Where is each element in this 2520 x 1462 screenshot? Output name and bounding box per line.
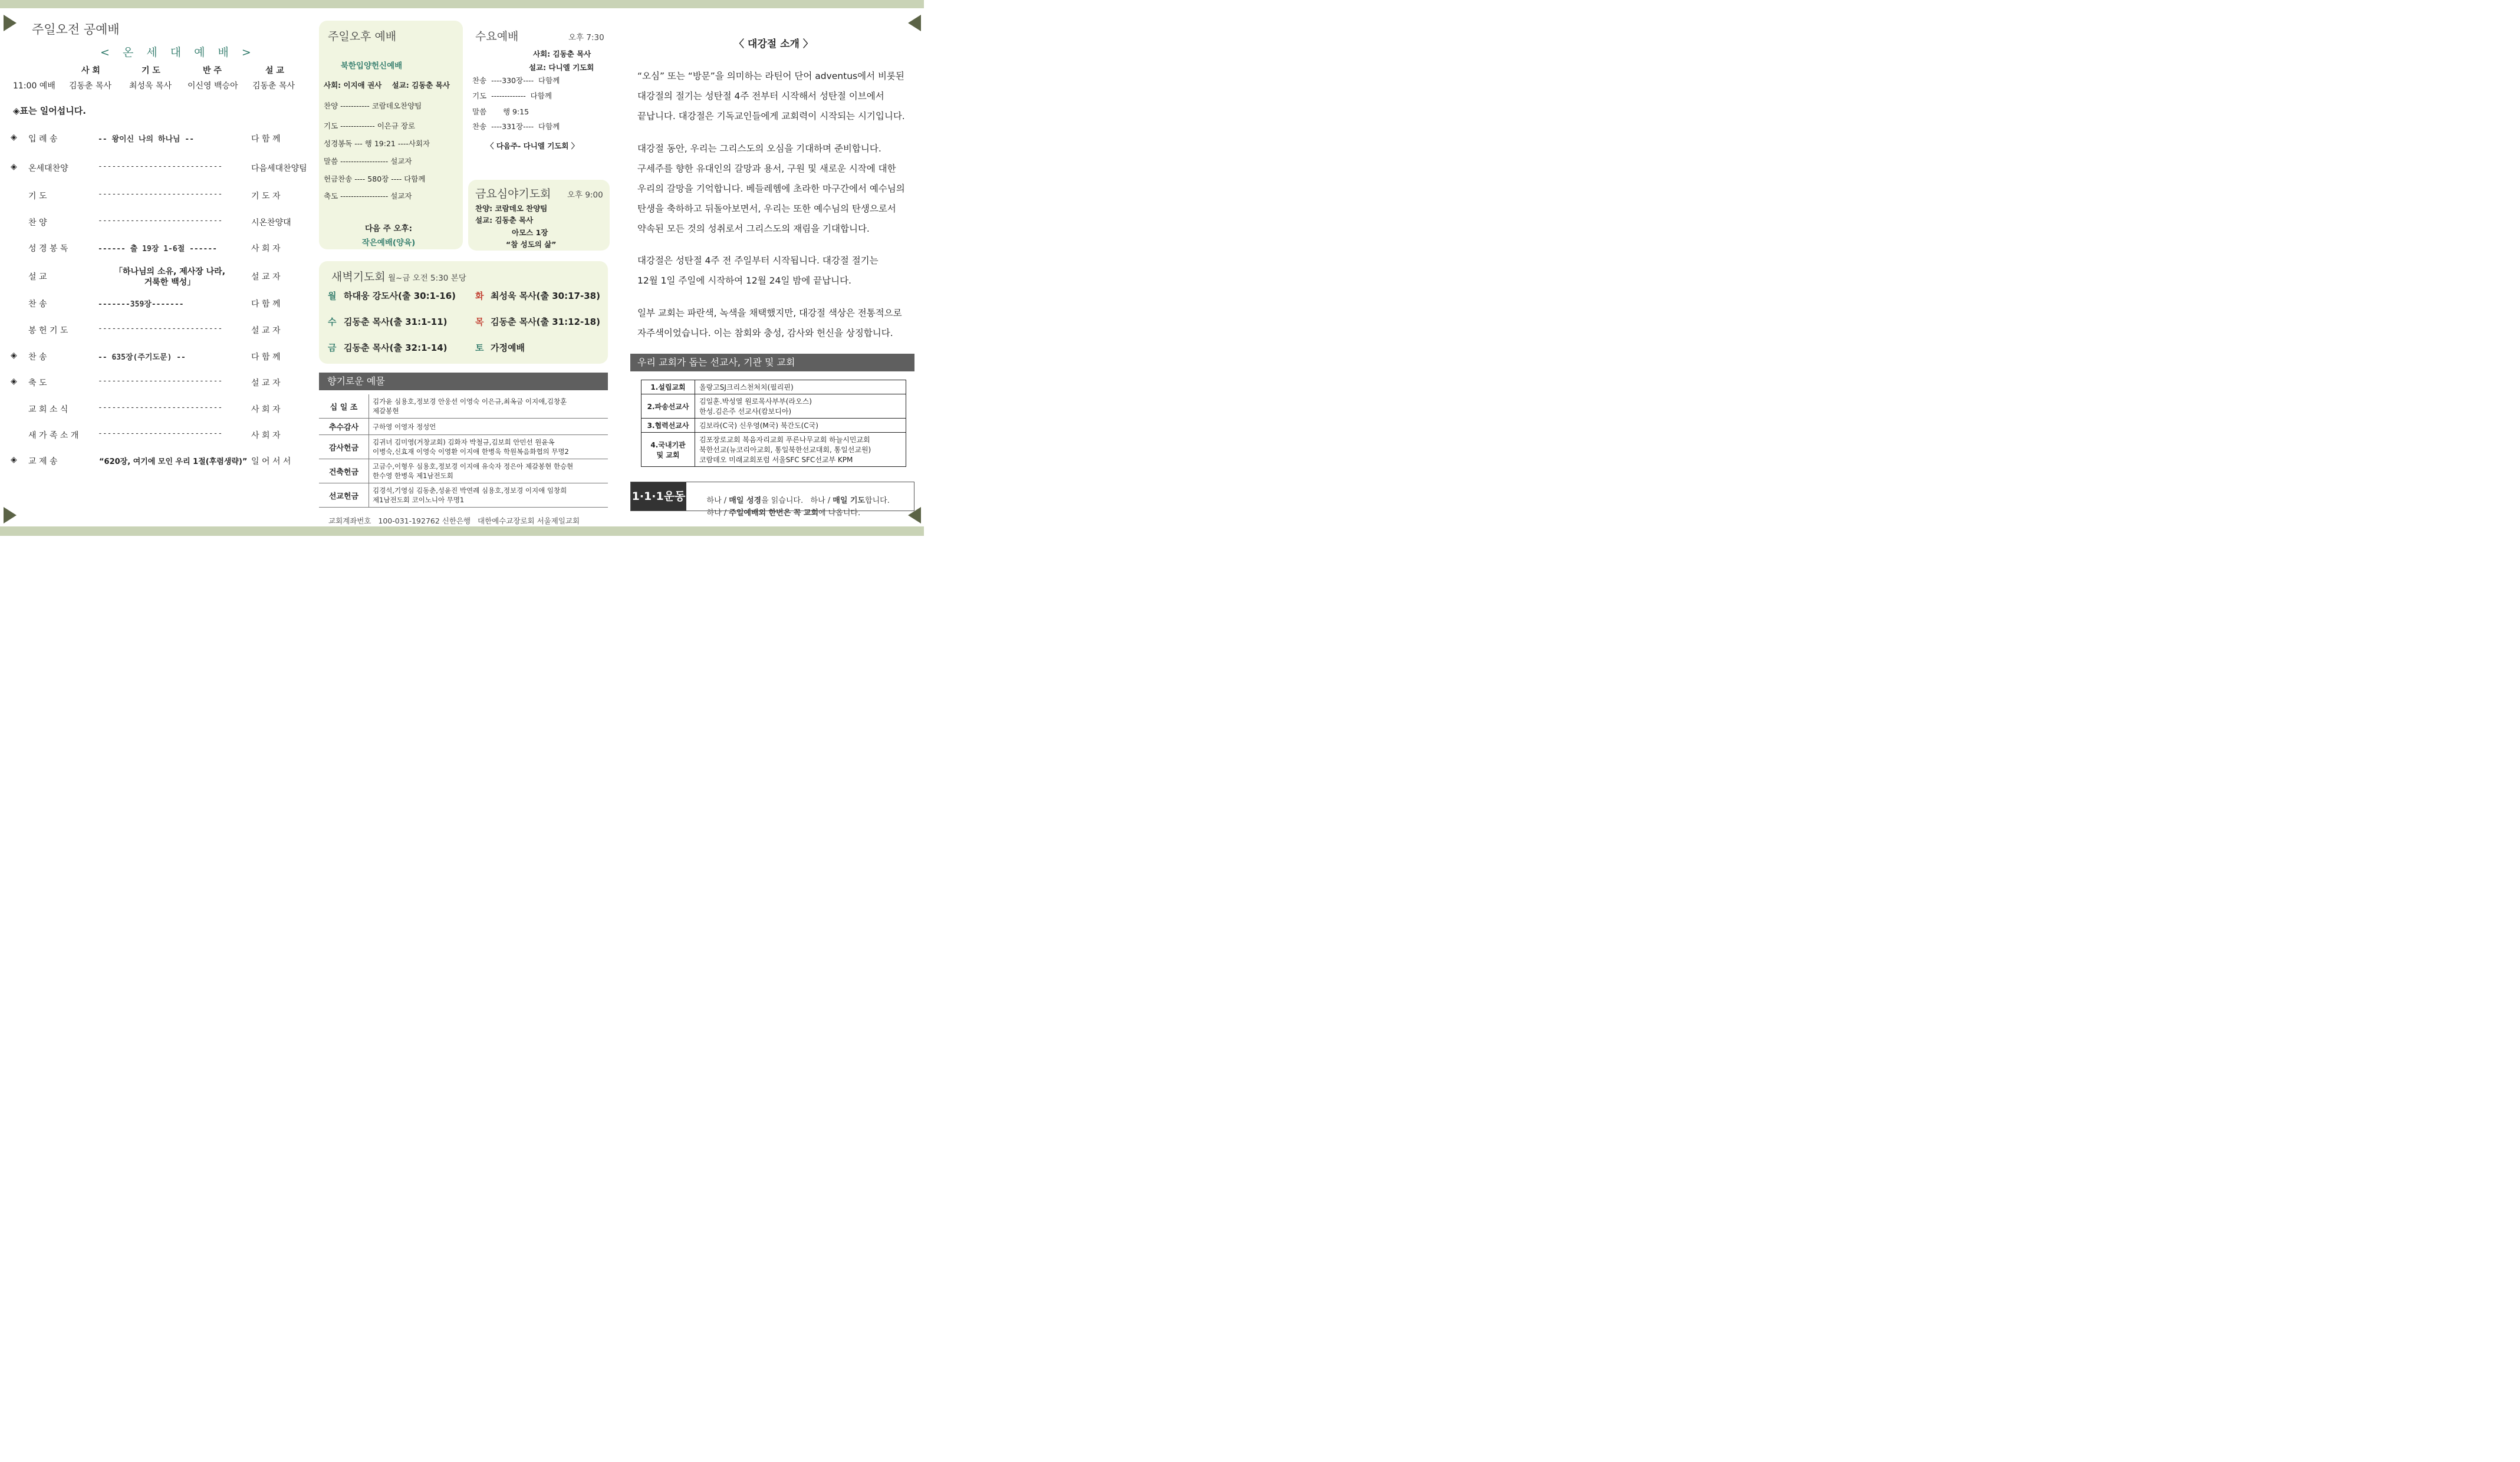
dawn-leader: 가정예배 xyxy=(491,343,525,353)
next-week-value: 작은예배(양육) xyxy=(361,238,416,248)
order-detail: “620장, 여기에 모인 우리 1절(후렴생략)” xyxy=(99,457,248,466)
order-responsible: 설 교 자 xyxy=(251,326,281,335)
order-name: 찬 송 xyxy=(28,299,47,309)
offering-names: 한수영 한병욱 제1남전도회 xyxy=(373,472,453,480)
wednesday-next: 〈 다음주- 다니엘 기도회 〉 xyxy=(486,141,579,150)
wednesday-item: 찬송 ----330장---- 다함께 xyxy=(472,76,560,85)
order-detail: --------------------------- xyxy=(98,216,223,225)
order-responsible: 다 함 께 xyxy=(251,299,281,309)
morning-title: 주일오전 공예배 xyxy=(32,22,120,37)
order-responsible: 사 회 자 xyxy=(251,244,281,253)
dawn-leader: 하대웅 강도사(출 30:1-16) xyxy=(344,291,456,301)
table-row xyxy=(641,394,906,419)
advent-line: 탄생을 축하하고 뒤돌아보면서, 우리는 또한 예수님의 탄생으로서 xyxy=(637,203,896,214)
role-header-preacher: 설 교 xyxy=(265,66,284,75)
wednesday-item: 말씀 행 9:15 xyxy=(472,107,529,116)
stand-mark: ◈ xyxy=(11,351,17,360)
dawn-title: 새벽기도회 xyxy=(331,271,386,284)
order-name: 온세대찬양 xyxy=(28,164,68,173)
afternoon-item: 기도 ------------- 이은규 장로 xyxy=(324,121,416,130)
wednesday-title: 수요예배 xyxy=(475,30,519,43)
order-item xyxy=(11,429,302,443)
stand-mark: ◈ xyxy=(11,455,17,465)
role-accompanist: 이신영 백승아 xyxy=(187,81,238,91)
table-row xyxy=(319,394,608,419)
advent-line: 구세주를 향한 유대인의 갈망과 용서, 구원 및 새로운 시작에 대한 xyxy=(637,163,896,174)
wednesday-time: 오후 7:30 xyxy=(568,33,604,42)
bottom-border-band xyxy=(0,526,924,536)
corner-triangle-icon xyxy=(4,507,17,523)
next-week-label: 다음 주 오후: xyxy=(364,224,412,233)
order-item xyxy=(11,298,302,312)
order-name: 기 도 xyxy=(28,192,47,201)
offering-names: 김경석,기영심 김동춘,성윤진 박연례 심용호,정보경 이지애 임창희 xyxy=(373,486,567,495)
dawn-day: 목 xyxy=(475,317,484,327)
role-leader: 김동춘 목사 xyxy=(69,81,112,91)
dawn-day: 월 xyxy=(328,291,337,301)
dawn-leader: 김동춘 목사(출 32:1-14) xyxy=(344,343,448,353)
advent-line: 끝납니다. 대강절은 기독교인들에게 교회력이 시작되는 시기입니다. xyxy=(637,111,905,121)
table-row xyxy=(641,380,906,394)
offerings-title: 향기로운 예물 xyxy=(319,373,608,390)
order-name: 설 교 xyxy=(28,272,47,282)
table-row xyxy=(641,419,906,433)
order-item xyxy=(11,242,302,256)
order-item xyxy=(11,351,302,365)
wednesday-preacher: 설교: 다니엘 기도회 xyxy=(529,63,594,72)
order-responsible: 설 교 자 xyxy=(251,378,281,388)
order-name: 교 제 송 xyxy=(28,457,58,466)
mission-names: 김포장로교회 복음자리교회 푸른나무교회 하늘시민교회 북한선교(뉴코리아교회, 통일북한선교대회, 통일선교원) 코람데오 미래교회포럼 서울SFC SFC선교부 KPM xyxy=(695,433,906,467)
order-detail: --------------------------- xyxy=(98,324,223,333)
advent-paragraph xyxy=(637,66,912,126)
order-detail: ------ 출 19장 1-6절 ------ xyxy=(98,245,218,253)
order-responsible: 다 함 께 xyxy=(251,134,281,144)
order-name: 찬 송 xyxy=(28,353,47,362)
order-responsible: 사 회 자 xyxy=(251,405,281,414)
friday-preacher: 설교: 김동춘 목사 xyxy=(475,216,534,225)
afternoon-item: 헌금찬송 ---- 580장 ---- 다함께 xyxy=(324,174,426,183)
dawn-time: 월~금 오전 5:30 본당 xyxy=(388,274,466,283)
role-prayer: 최성욱 목사 xyxy=(129,81,172,91)
order-detail: --------------------------- xyxy=(98,429,223,438)
order-responsible: 기 도 자 xyxy=(251,192,281,201)
mission-kind: 3.협력선교사 xyxy=(641,419,695,433)
table-row xyxy=(319,459,608,483)
top-border-band xyxy=(0,0,924,8)
advent-line: 우리의 갈망을 기억합니다. 베들레헴에 초라한 마구간에서 예수님의 xyxy=(637,183,905,194)
order-item xyxy=(11,190,302,204)
corner-triangle-icon xyxy=(908,15,921,31)
wednesday-item: 기도 ------------- 다함께 xyxy=(472,91,552,100)
dawn-leader: 김동춘 목사(출 31:1-11) xyxy=(344,317,448,327)
movement-line1: 하나 / 매일 성경을 읽습니다. 하나 / 매일 기도합니다. xyxy=(706,496,890,505)
order-item xyxy=(11,403,302,417)
afternoon-card xyxy=(319,21,463,249)
order-detail: -- 왕이신 나의 하나님 -- xyxy=(98,135,195,144)
afternoon-service-name: 북한입양헌신예배 xyxy=(340,61,403,71)
morning-subtitle: < 온 세 대 예 배 > xyxy=(100,46,256,59)
offering-kind: 감사헌금 xyxy=(319,435,369,459)
afternoon-item: 성경봉독 --- 행 19:21 ----사회자 xyxy=(324,139,430,148)
order-detail: -- 635장(주기도문) -- xyxy=(98,353,186,362)
dawn-leader: 최성욱 목사(출 30:17-38) xyxy=(491,291,600,301)
advent-line: “오심” 또는 “방문”을 의미하는 라틴어 단어 adventus에서 비롯된 xyxy=(637,71,904,81)
order-responsible: 일 어 서 서 xyxy=(251,457,291,466)
order-name: 새 가 족 소 개 xyxy=(28,431,79,440)
dawn-leader: 김동춘 목사(출 31:12-18) xyxy=(491,317,600,327)
order-name: 봉 헌 기 도 xyxy=(28,326,68,335)
wednesday-item: 찬송 ----331장---- 다함께 xyxy=(472,122,560,131)
order-name: 성 경 봉 독 xyxy=(28,244,68,253)
bank-account: 교회계좌번호 100-031-192762 신한은행 대한예수교장로회 서울제일교회 xyxy=(328,516,580,525)
advent-paragraph xyxy=(637,303,912,343)
order-responsible: 시온찬양대 xyxy=(251,218,291,228)
movement-line2: 하나 / 주일예배외 한번은 꼭 교회에 나옵니다. xyxy=(706,509,861,518)
order-name: 교 회 소 식 xyxy=(28,405,68,414)
order-responsible: 설 교 자 xyxy=(251,272,281,282)
offering-names: 이병숙,신효재 이영숙 이영환 이지애 한병욱 학원복음화협의 무명2 xyxy=(373,447,569,456)
advent-line: 12월 1일 주일에 시작하여 12월 24일 밤에 끝납니다. xyxy=(637,275,851,286)
offering-names: 구하영 이영자 정성언 xyxy=(373,422,436,431)
offering-names: 제갈봉현 xyxy=(373,407,399,415)
offering-kind: 건축헌금 xyxy=(319,459,369,483)
order-item xyxy=(11,162,307,176)
order-name: 축 도 xyxy=(28,378,47,388)
order-name: 입 례 송 xyxy=(28,134,58,144)
friday-praise: 찬양: 코람데오 찬양팀 xyxy=(475,204,548,213)
mission-names: 김일훈.박성열 원로목사부부(라오스) 한성.김은주 선교사(캄보디아) xyxy=(695,394,906,419)
friday-title: 금요심야기도회 xyxy=(475,187,551,200)
movement-label: 1·1·1운동 xyxy=(631,482,686,511)
table-row xyxy=(319,435,608,459)
order-detail: --------------------------- xyxy=(98,377,223,386)
role-header-prayer: 기 도 xyxy=(142,66,160,75)
advent-paragraph xyxy=(637,251,912,291)
offering-names: 제1남전도회 코이노니아 무명1 xyxy=(373,496,465,504)
advent-line: 일부 교회는 파란색, 녹색을 채택했지만, 대강절 색상은 전통적으로 xyxy=(637,308,902,318)
missions-title: 우리 교회가 돕는 선교사, 기관 및 교회 xyxy=(630,354,914,371)
sermon-title-line1: 「하나님의 소유, 제사장 나라, xyxy=(114,267,226,276)
order-responsible: 다음세대찬양팀 xyxy=(251,164,307,173)
mission-kind: 4.국내기관 및 교회 xyxy=(641,433,695,467)
wednesday-leader: 사회: 김동춘 목사 xyxy=(533,50,591,58)
role-header-accompanist: 반 주 xyxy=(203,66,222,75)
advent-line: 대강절은 성탄절 4주 전 주일부터 시작됩니다. 대강절 절기는 xyxy=(637,255,879,266)
afternoon-item: 축도 ------------------ 설교자 xyxy=(324,192,412,200)
advent-line: 대강절의 절기는 성탄절 4주 전부터 시작해서 성탄절 이브에서 xyxy=(637,91,884,101)
offering-kind: 십 일 조 xyxy=(319,394,369,419)
advent-line: 약속된 모든 것의 성취로서 그리스도의 재림을 기대합니다. xyxy=(637,223,870,234)
friday-passage: 아모스 1장 xyxy=(512,228,548,237)
stand-mark: ◈ xyxy=(11,133,17,142)
order-detail: --------------------------- xyxy=(98,162,223,171)
sermon-title-line2: 거룩한 백성」 xyxy=(144,278,196,287)
table-row xyxy=(319,483,608,508)
afternoon-item: 말씀 ------------------ 설교자 xyxy=(324,157,412,166)
afternoon-title: 주일오후 예배 xyxy=(328,30,397,43)
missions-table xyxy=(641,380,906,467)
order-detail: --------------------------- xyxy=(98,190,223,199)
mission-kind: 2.파송선교사 xyxy=(641,394,695,419)
order-detail: -------359장------- xyxy=(98,300,184,309)
mission-kind: 1.설립교회 xyxy=(641,380,695,394)
order-name: 찬 양 xyxy=(28,218,47,228)
order-responsible: 사 회 자 xyxy=(251,431,281,440)
friday-time: 오후 9:00 xyxy=(567,190,603,200)
table-row xyxy=(319,419,608,435)
mission-names: 올랑고SJ크리스천처치(필리핀) xyxy=(695,380,906,394)
offerings-table xyxy=(319,394,608,508)
dawn-day: 토 xyxy=(475,343,484,353)
afternoon-leaders: 사회: 이지애 권사 설교: 김동춘 목사 xyxy=(324,81,450,90)
friday-sermon: “참 성도의 삶” xyxy=(506,240,557,249)
dawn-day: 화 xyxy=(475,291,484,301)
order-detail: --------------------------- xyxy=(98,403,223,412)
service-time: 11:00 예배 xyxy=(13,81,55,91)
stand-mark: ◈ xyxy=(11,377,17,386)
advent-paragraph xyxy=(637,139,912,239)
table-row xyxy=(641,433,906,467)
order-item xyxy=(11,377,302,391)
role-header-leader: 사 회 xyxy=(81,66,100,75)
advent-line: 대강절 동안, 우리는 그리스도의 오심을 기대하며 준비합니다. xyxy=(637,143,881,154)
stand-mark: ◈ xyxy=(11,162,17,172)
offering-kind: 선교헌금 xyxy=(319,483,369,508)
order-item xyxy=(11,216,302,231)
dawn-day: 금 xyxy=(328,343,337,353)
role-preacher: 김동춘 목사 xyxy=(252,81,295,91)
order-item xyxy=(11,133,302,147)
advent-line: 자주색이었습니다. 이는 참회와 충성, 감사와 헌신을 상징합니다. xyxy=(637,328,893,338)
standing-note: ◈표는 일어섭니다. xyxy=(13,106,86,116)
offering-names: 김가윤 심용호,정보경 안웅선 이영숙 이은규,최옥금 이지애,김창훈 xyxy=(373,397,567,406)
order-item xyxy=(11,455,302,469)
advent-title: 〈 대강절 소개 〉 xyxy=(734,38,813,50)
movement-box xyxy=(630,482,914,518)
order-item xyxy=(11,265,302,289)
afternoon-item: 찬양 ----------- 코람데오찬양팀 xyxy=(324,101,422,110)
offering-names: 고금수,이형우 심용호,정보경 이지애 유숙자 정은아 제갈봉현 한승현 xyxy=(373,462,574,470)
corner-triangle-icon xyxy=(4,15,17,31)
offering-kind: 추수감사 xyxy=(319,419,369,435)
order-responsible: 다 함 께 xyxy=(251,353,281,362)
mission-names: 김보라(C국) 신우영(M국) 북간도(C국) xyxy=(695,419,906,433)
offering-names: 김귀녀 김미영(거창교회) 김화자 박철규,김보희 안민선 원윤옥 xyxy=(373,438,555,446)
order-item xyxy=(11,324,302,338)
dawn-day: 수 xyxy=(328,317,337,327)
